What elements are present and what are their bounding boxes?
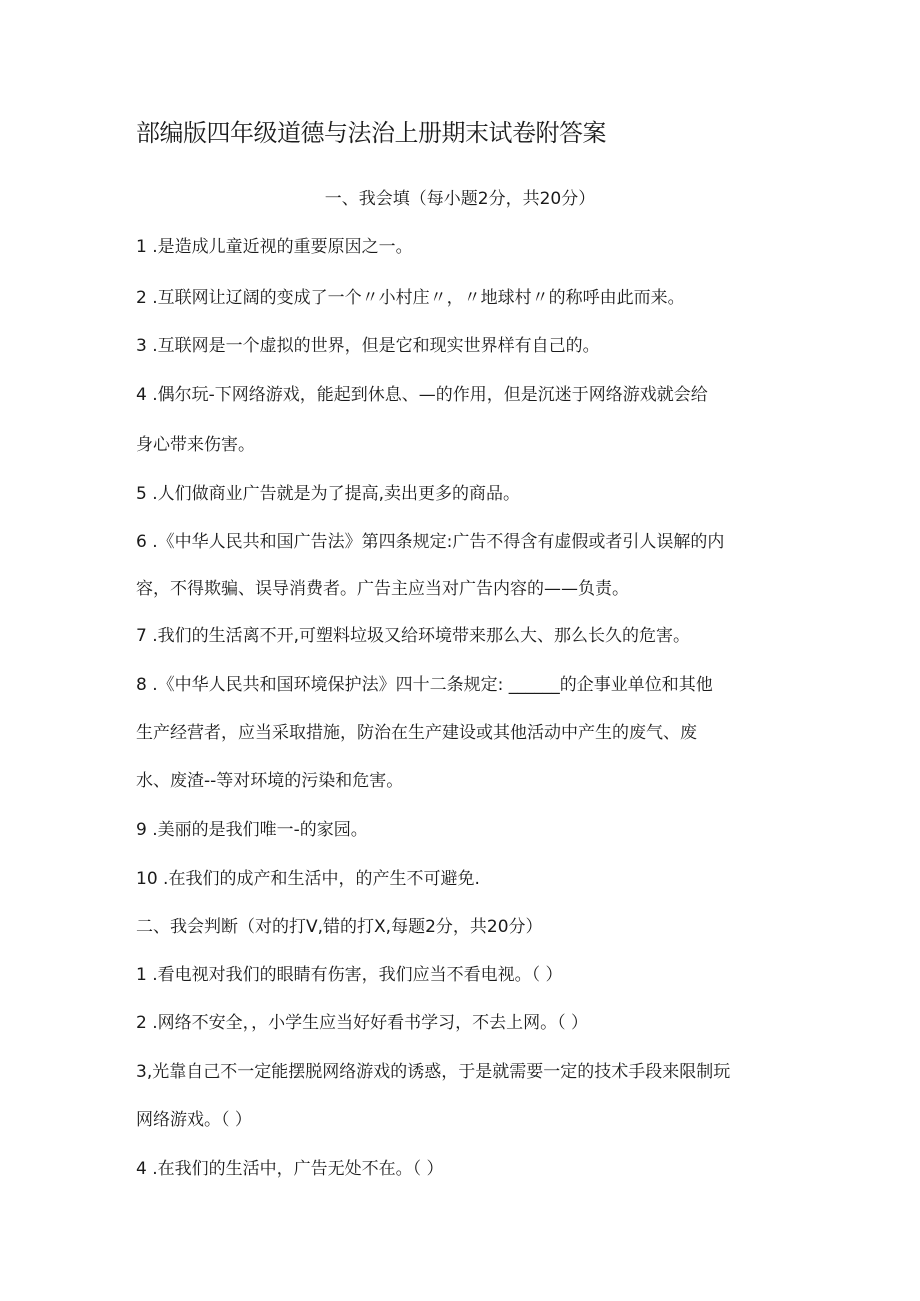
section-2-heading: 二、我会判断（对的打V,错的打X,每题2分，共20分）: [136, 917, 543, 937]
question-line: 4 .在我们的生活中，广告无处不在。（ ）: [136, 1159, 444, 1179]
section-1-heading: 一、我会填（每小题2分，共20分）: [324, 189, 596, 209]
document-title: 部编版四年级道德与法治上册期末试卷附答案: [136, 119, 606, 147]
question-line: 6 .《中华人民共和国广告法》第四条规定:广告不得含有虚假或者引人误解的内: [136, 532, 725, 552]
question-line: 9 .美丽的是我们唯一-的家园。: [136, 820, 368, 840]
question-line: 2 .网络不安全，，小学生应当好好看书学习，不去上网。（ ）: [136, 1013, 589, 1033]
question-line: 水、废渣--等对环境的污染和危害。: [136, 771, 404, 791]
question-line: 10 .在我们的成产和生活中，的产生不可避免.: [136, 869, 480, 889]
question-line: 身心带来伤害。: [136, 435, 255, 455]
question-line: 3,光靠自己不一定能摆脱网络游戏的诱惑，于是就需要一定的技术手段来限制玩: [136, 1062, 731, 1082]
question-line: 7 .我们的生活离不开,可塑料垃圾又给环境带来那么大、那么长久的危害。: [136, 626, 691, 646]
question-line: 生产经营者，应当采取措施，防治在生产建设或其他活动中产生的废气、废: [136, 723, 697, 743]
question-line: 网络游戏。（ ）: [136, 1110, 252, 1130]
question-line: 4 .偶尔玩-下网络游戏，能起到休息、—的作用，但是沉迷于网络游戏就会给: [136, 385, 708, 405]
question-line: 3 .互联网是一个虚拟的世界，但是它和现实世界样有自己的。: [136, 336, 600, 356]
question-line: 5 .人们做商业广告就是为了提高,卖出更多的商品。: [136, 484, 521, 504]
question-line: 8 .《中华人民共和国环境保护法》四十二条规定: ______的企事业单位和其他: [136, 675, 713, 695]
question-line: 2 .互联网让辽阔的变成了一个〃小村庄〃，〃地球村〃的称呼由此而来。: [136, 288, 685, 308]
question-line: 1 .是造成儿童近视的重要原因之一。: [136, 237, 413, 257]
question-line: 容，不得欺骗、误导消费者。广告主应当对广告内容的——负责。: [136, 579, 629, 599]
question-line: 1 .看电视对我们的眼睛有伤害，我们应当不看电视。（ ）: [136, 965, 563, 985]
